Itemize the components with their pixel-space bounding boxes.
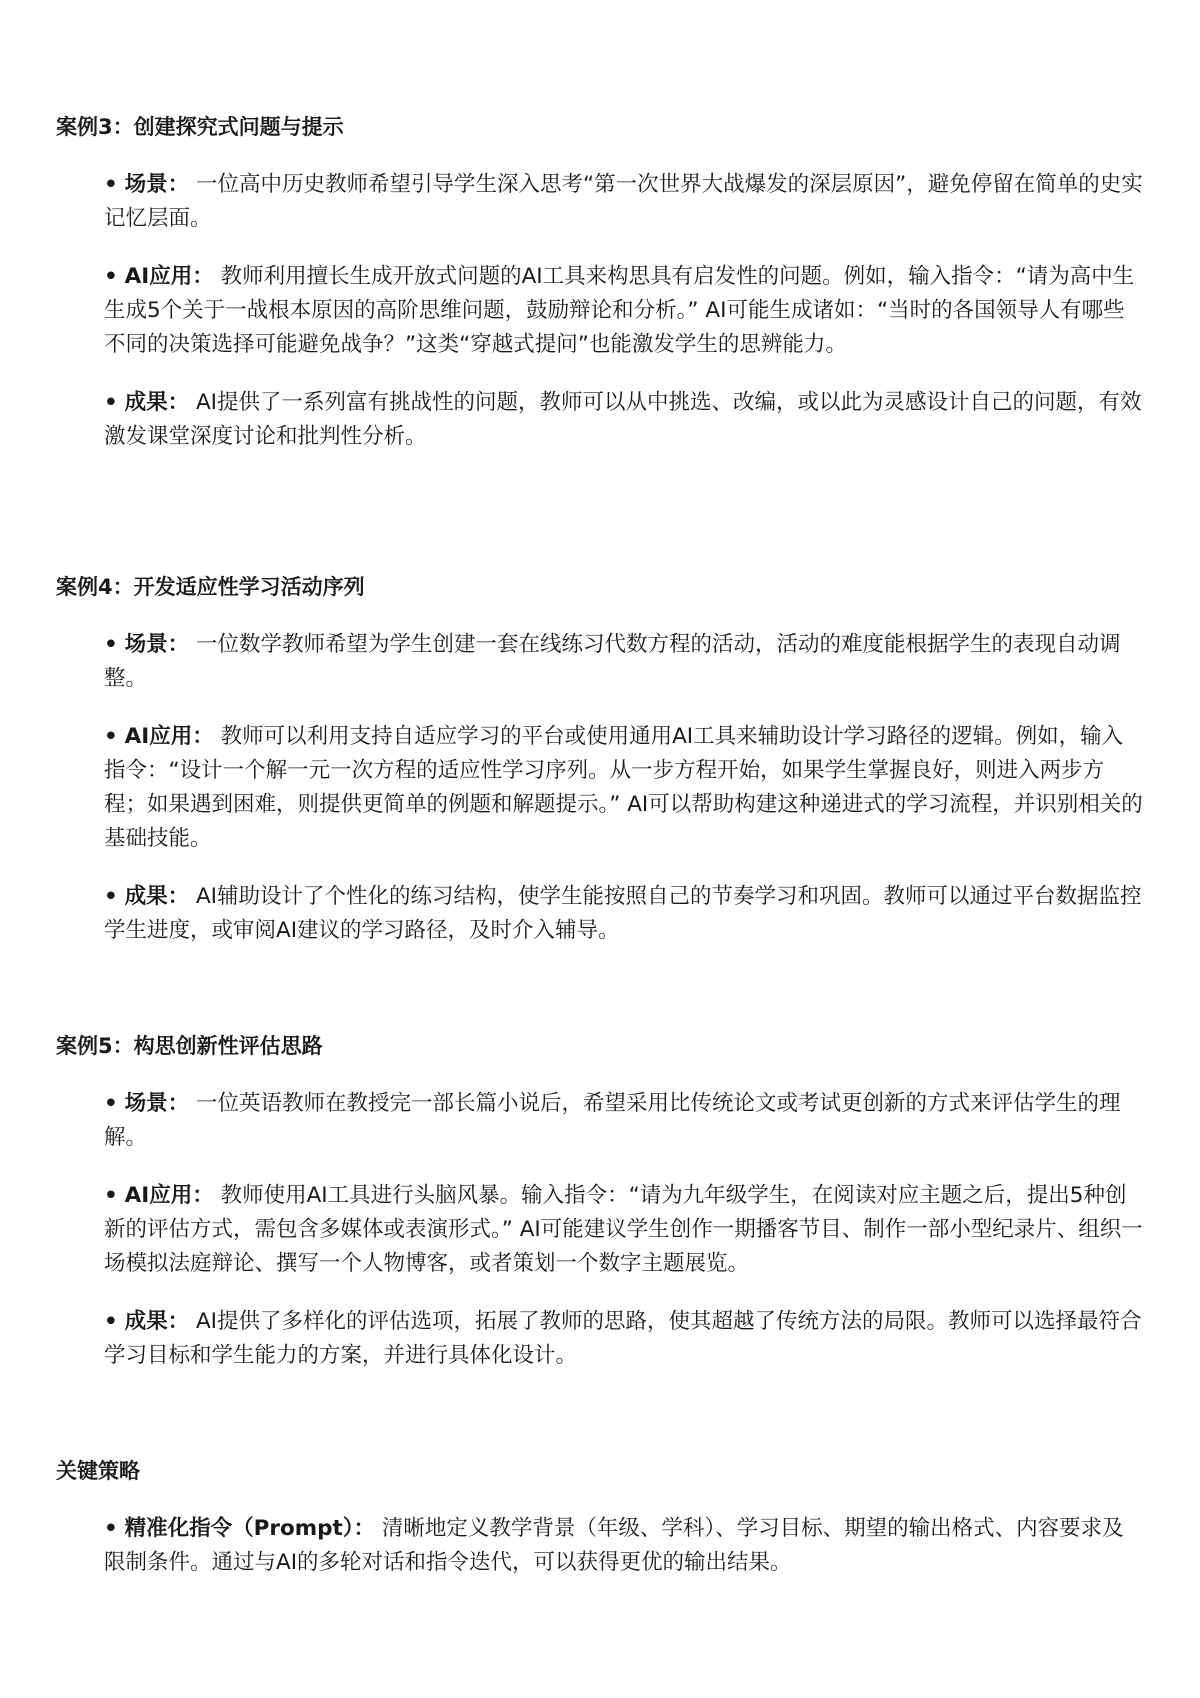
bullet-icon: • bbox=[104, 1516, 118, 1541]
bullet-icon: • bbox=[104, 632, 118, 657]
case-4-section bbox=[56, 570, 1146, 948]
list-item: • 成果： AI辅助设计了个性化的练习结构，使学生能按照自己的节奏学习和巩固。教师可以通过平台数据监控学生进度，或审阅AI建议的学习路径，及时介入辅导。 bbox=[104, 884, 1142, 943]
bullet-icon: • bbox=[104, 724, 118, 749]
bullet-icon: • bbox=[104, 1091, 118, 1116]
case-4-heading: 案例4：开发适应性学习活动序列 bbox=[56, 575, 365, 599]
list-item: • 场景： 一位高中历史教师希望引导学生深入思考“第一次世界大战爆发的深层原因”，避免停留在简单的史实记忆层面。 bbox=[104, 172, 1143, 231]
list-item: • AI应用： 教师利用擅长生成开放式问题的AI工具来构思具有启发性的问题。例如，输入指令：“请为高中生生成5个关于一战根本原因的高阶思维问题，鼓励辩论和分析。” AI可能生成诸如：“当时的各国领导人有哪些不同的决策选择可能避免战争？”这类“穿越式提问”也能激发学生的思辨能力。 bbox=[104, 264, 1135, 357]
case-5-section bbox=[56, 1029, 1146, 1373]
bullet-icon: • bbox=[104, 1309, 118, 1334]
list-item: • 成果： AI提供了一系列富有挑战性的问题，教师可以从中挑选、改编，或以此为灵感设计自己的问题，有效激发课堂深度讨论和批判性分析。 bbox=[104, 390, 1142, 449]
list-item: • 成果： AI提供了多样化的评估选项，拓展了教师的思路，使其超越了传统方法的局限。教师可以选择最符合学习目标和学生能力的方案，并进行具体化设计。 bbox=[104, 1309, 1142, 1368]
bullet-icon: • bbox=[104, 390, 118, 415]
key-strategies-heading: 关键策略 bbox=[56, 1459, 140, 1483]
list-item: • 精准化指令（Prompt）： 清晰地定义教学背景（年级、学科）、学习目标、期望的输出格式、内容要求及限制条件。通过与AI的多轮对话和指令迭代，可以获得更优的输出结果。 bbox=[104, 1516, 1124, 1575]
list-item: • AI应用： 教师使用AI工具进行头脑风暴。输入指令：“请为九年级学生，在阅读对应主题之后，提出5种创新的评估方式，需包含多媒体或表演形式。” AI可能建议学生创作一期播客节目、制作一部小型纪录片、组织一场模拟法庭辩论、撰写一个人物博客，或者策划一个数字主题展览。 bbox=[104, 1183, 1143, 1276]
list-item: • 场景： 一位数学教师希望为学生创建一套在线练习代数方程的活动，活动的难度能根据学生的表现自动调整。 bbox=[104, 632, 1121, 691]
case-3-section bbox=[56, 110, 1146, 454]
bullet-icon: • bbox=[104, 172, 118, 197]
bullet-icon: • bbox=[104, 884, 118, 909]
bullet-icon: • bbox=[104, 264, 118, 289]
key-strategies-section bbox=[56, 1454, 1146, 1580]
case-3-heading: 案例3：创建探究式问题与提示 bbox=[56, 115, 344, 139]
list-item: • AI应用： 教师可以利用支持自适应学习的平台或使用通用AI工具来辅助设计学习路径的逻辑。例如，输入指令：“设计一个解一元一次方程的适应性学习序列。从一步方程开始，如果学生掌握良好，则进入两步方程；如果遇到困难，则提供更简单的例题和解题提示。” AI可以帮助构建这种递进式的学习流程，并识别相关的基础技能。 bbox=[104, 724, 1143, 851]
list-item: • 场景： 一位英语教师在教授完一部长篇小说后，希望采用比传统论文或考试更创新的方式来评估学生的理解。 bbox=[104, 1091, 1121, 1150]
bullet-icon: • bbox=[104, 1183, 118, 1208]
case-5-heading: 案例5：构思创新性评估思路 bbox=[56, 1034, 323, 1058]
